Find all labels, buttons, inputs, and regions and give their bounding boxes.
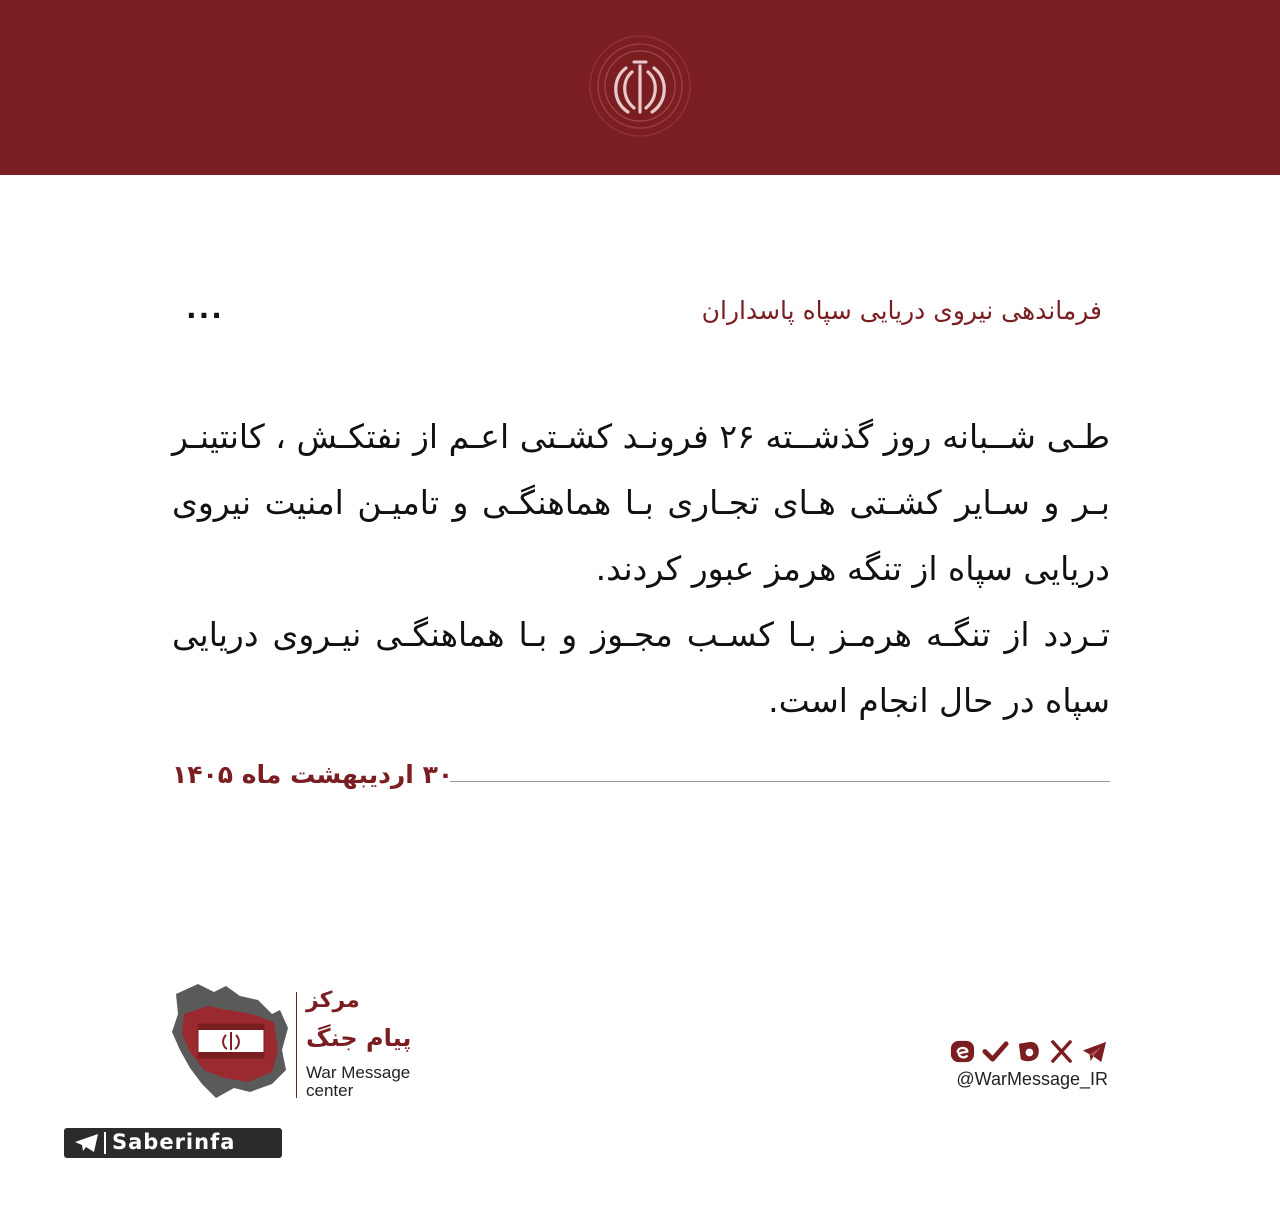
social-handle[interactable]: @WarMessage_IR	[956, 1069, 1108, 1089]
header-banner	[0, 0, 1280, 175]
telegram-icon[interactable]	[1081, 1038, 1108, 1065]
iran-map-flag-icon	[168, 980, 292, 1102]
x-icon[interactable]	[1048, 1038, 1075, 1065]
logo-divider	[296, 992, 297, 1098]
more-icon[interactable]: ...	[186, 292, 224, 325]
eitaa-icon[interactable]	[949, 1038, 976, 1065]
brand-name-line2: پیام جنگ	[306, 1024, 412, 1052]
post-date: ۳۰ اردیبهشت ماه ۱۴۰۵	[172, 760, 454, 789]
brand-name-line1: مرکز	[306, 988, 360, 1013]
iran-emblem-icon	[586, 32, 694, 140]
post-body	[172, 404, 1110, 734]
brand-en-line1: War Message	[306, 1063, 411, 1082]
post-paragraph: تـردد از تنگـه هرمـز بـا کسـب مجـوز و بـا هماهنگـی نیـروی دریایی سپاه در حال انجام است.	[172, 615, 1110, 720]
saberinfa-watermark	[64, 1128, 282, 1158]
date-divider	[450, 781, 1110, 782]
social-icons	[946, 1038, 1108, 1068]
telegram-icon	[74, 1133, 100, 1153]
bale-icon[interactable]	[1015, 1038, 1042, 1065]
rubika-check-icon[interactable]	[982, 1038, 1009, 1065]
brand-en-line2: center	[306, 1081, 354, 1100]
badge-divider	[104, 1132, 106, 1154]
post-paragraph: طـی شــبانه روز گذشــته ۲۶ فرونـد کشـتی اعـم از نفتکـش ، کانتینـر بـر و سـایر کشـتی هـای تجـاری بـا هماهنگـی و تامیـن امنیت نیروی دریایی سپاه از تنگه هرمز عبور کردند.	[172, 417, 1111, 588]
post-source-title: فرماندهی نیروی دریایی سپاه پاسداران	[701, 296, 1102, 325]
watermark-label: Saberinfa	[112, 1130, 236, 1154]
